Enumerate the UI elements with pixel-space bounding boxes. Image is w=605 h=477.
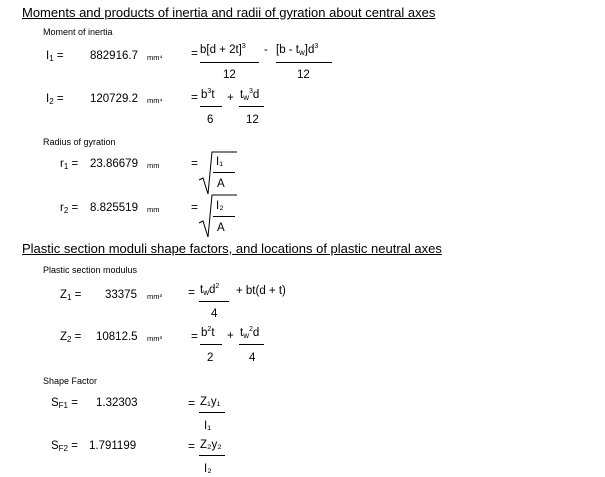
z2-formula-term2: $t_w^2d$	[240, 326, 260, 340]
radius-of-gyration-label: Radius of gyration	[43, 137, 116, 147]
z2-value: 10812.5	[96, 331, 138, 343]
i2-plus: +	[227, 92, 234, 104]
i2-equals: =	[191, 90, 199, 104]
r1-label: $r_1$ =	[60, 158, 79, 171]
i1-den-2: 12	[297, 69, 310, 81]
sf1-label: $S_{F1}$ =	[51, 397, 78, 410]
i2-formula-term1: $b^3t$	[201, 88, 215, 101]
i1-value: 882916.7	[90, 50, 138, 62]
i1-minus: -	[264, 44, 268, 56]
sf2-value: 1.791199	[89, 440, 137, 452]
sf1-value: 1.32303	[96, 397, 138, 409]
moment-of-inertia-label: Moment of inertia	[43, 27, 113, 37]
i1-den-1: 12	[223, 69, 236, 81]
r1-sqrt-den: A	[217, 178, 225, 190]
i1-unit: mm⁴	[147, 53, 163, 62]
z2-fraction-bar-1	[200, 344, 222, 345]
section-heading-inertia: Moments and products of inertia and radii of gyration about central axes	[22, 5, 436, 20]
i1-formula-term1: $b[d + 2t]^3$	[200, 43, 246, 56]
z1-formula-num: $t_wd^2$	[200, 283, 220, 297]
z2-formula-term1: $b^2t$	[201, 326, 215, 339]
z2-den-1: 2	[207, 352, 214, 364]
sf2-equals: =	[188, 439, 196, 453]
i1-fraction-bar-1	[200, 62, 259, 63]
z2-label: $Z_2$ =	[60, 331, 82, 344]
r2-label: $r_2$ =	[60, 202, 79, 215]
section-heading-plastic: Plastic section moduli shape factors, and locations of plastic neutral axes	[22, 241, 442, 256]
r1-value: 23.86679	[90, 158, 138, 170]
r2-equals: =	[191, 200, 199, 214]
r2-sqrt-den: A	[217, 222, 225, 234]
i2-label: $I_2$ =	[46, 93, 64, 106]
sf2-den: I₂	[204, 463, 212, 475]
z1-unit: mm³	[147, 292, 162, 301]
z1-equals: =	[188, 285, 196, 299]
sf2-label: $S_{F2}$ =	[51, 440, 78, 453]
sf1-den: I₁	[204, 420, 212, 432]
shape-factor-label: Shape Factor	[43, 376, 98, 386]
i2-unit: mm⁴	[147, 96, 163, 105]
z1-label: $Z_1$ =	[60, 289, 82, 302]
r1-unit: mm	[147, 161, 160, 170]
plastic-section-modulus-label: Plastic section modulus	[43, 265, 138, 275]
i2-formula-term2: $t_w^3d$	[240, 88, 260, 102]
r2-fraction-bar	[213, 216, 235, 217]
z1-formula-tail: + bt(d + t)	[236, 285, 286, 297]
z2-fraction-bar-2	[239, 344, 264, 345]
sf1-equals: =	[188, 396, 196, 410]
z2-den-2: 4	[249, 352, 256, 364]
sf2-fraction-bar	[199, 455, 225, 456]
r2-unit: mm	[147, 205, 160, 214]
z2-unit: mm³	[147, 334, 162, 343]
i2-fraction-bar-2	[239, 106, 264, 107]
i2-value: 120729.2	[90, 93, 138, 105]
i2-fraction-bar-1	[200, 106, 222, 107]
i1-fraction-bar-2	[276, 62, 332, 63]
z2-plus: +	[227, 330, 234, 342]
z1-fraction-bar	[199, 301, 229, 302]
r2-value: 8.825519	[90, 202, 138, 214]
i1-equals: =	[191, 46, 199, 60]
i2-den-2: 12	[246, 114, 259, 126]
i1-formula-term2: $[b - t_w]d^3$	[276, 43, 319, 57]
z2-equals: =	[191, 329, 199, 343]
r1-sqrt-num: I₁	[216, 156, 224, 168]
sf1-fraction-bar	[199, 412, 225, 413]
sf2-num: Z₂y₂	[200, 439, 222, 451]
z1-value: 33375	[105, 289, 137, 301]
r2-sqrt-num: I₂	[216, 200, 224, 212]
i1-label: $I_1$ =	[46, 50, 64, 63]
i2-den-1: 6	[207, 114, 214, 126]
sf1-num: Z₁y₁	[200, 396, 221, 408]
r1-fraction-bar	[213, 172, 235, 173]
r1-equals: =	[191, 156, 199, 170]
z1-den: 4	[211, 308, 218, 320]
